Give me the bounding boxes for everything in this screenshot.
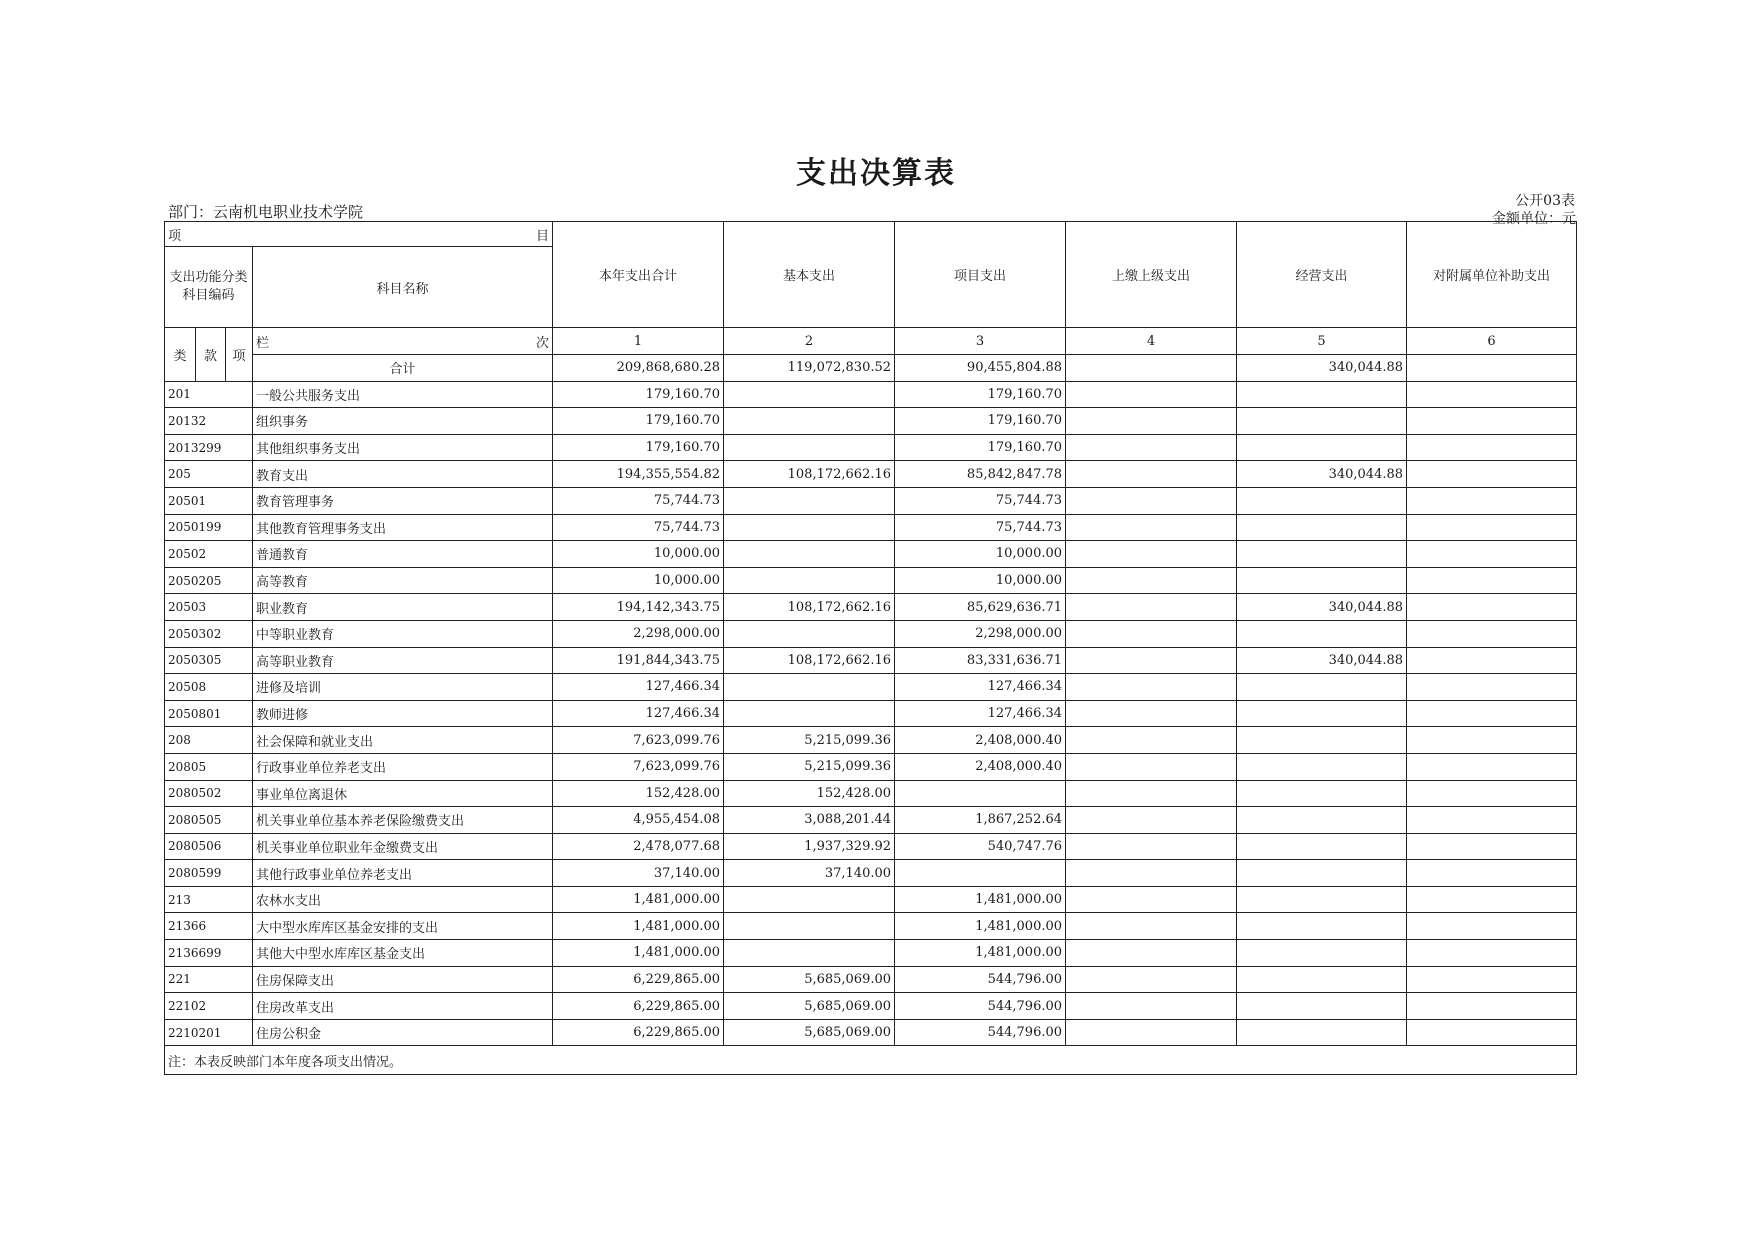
- row-value-6: [1407, 700, 1577, 727]
- row-value-5: [1237, 727, 1407, 754]
- table-row: [165, 594, 1577, 621]
- row-value-6: [1407, 647, 1577, 674]
- row-name: 行政事业单位养老支出: [253, 753, 553, 780]
- table-row: [165, 780, 1577, 807]
- total-value-6: [1407, 355, 1577, 382]
- table-row: [165, 461, 1577, 488]
- table-row: [165, 408, 1577, 435]
- row-name: 高等教育: [253, 567, 553, 594]
- row-name: 一般公共服务支出: [253, 381, 553, 408]
- table-row: [165, 1019, 1577, 1046]
- row-value-3: 10,000.00: [895, 567, 1066, 594]
- row-value-1: 179,160.70: [553, 381, 724, 408]
- col-num-4: 4: [1066, 328, 1237, 355]
- row-value-3: 179,160.70: [895, 408, 1066, 435]
- table-row: [165, 727, 1577, 754]
- row-value-6: [1407, 1019, 1577, 1046]
- row-value-1: 7,623,099.76: [553, 753, 724, 780]
- row-value-3: 544,796.00: [895, 993, 1066, 1020]
- header-lan: 栏: [256, 335, 270, 351]
- row-code: 2050199: [165, 514, 253, 541]
- row-value-5: [1237, 966, 1407, 993]
- row-value-1: 1,481,000.00: [553, 886, 724, 913]
- row-value-6: [1407, 966, 1577, 993]
- row-code: 2050302: [165, 620, 253, 647]
- row-code: 2050801: [165, 700, 253, 727]
- amount-unit: 金额单位：元: [1492, 211, 1576, 227]
- row-value-5: 340,044.88: [1237, 461, 1407, 488]
- row-value-2: [724, 620, 895, 647]
- row-value-1: 2,298,000.00: [553, 620, 724, 647]
- table-row: [165, 567, 1577, 594]
- row-value-2: [724, 940, 895, 967]
- row-value-5: [1237, 567, 1407, 594]
- row-value-2: 3,088,201.44: [724, 807, 895, 834]
- row-value-4: [1066, 807, 1237, 834]
- row-value-6: [1407, 514, 1577, 541]
- col-num-3: 3: [895, 328, 1066, 355]
- table-row: [165, 807, 1577, 834]
- row-value-4: [1066, 487, 1237, 514]
- row-value-1: 75,744.73: [553, 487, 724, 514]
- row-code: 20501: [165, 487, 253, 514]
- col-header-5: 经营支出: [1237, 222, 1407, 328]
- table-row: [165, 434, 1577, 461]
- table-row: [165, 833, 1577, 860]
- row-value-6: [1407, 886, 1577, 913]
- row-value-4: [1066, 780, 1237, 807]
- row-name: 机关事业单位基本养老保险缴费支出: [253, 807, 553, 834]
- col-header-6: 对附属单位补助支出: [1407, 222, 1577, 328]
- row-name: 普通教育: [253, 541, 553, 568]
- row-value-3: 2,408,000.40: [895, 727, 1066, 754]
- row-value-6: [1407, 860, 1577, 887]
- row-value-4: [1066, 620, 1237, 647]
- row-value-1: 6,229,865.00: [553, 966, 724, 993]
- header-code-label: 支出功能分类科目编码: [165, 247, 253, 328]
- row-value-4: [1066, 381, 1237, 408]
- row-value-3: 1,481,000.00: [895, 913, 1066, 940]
- table-row: [165, 541, 1577, 568]
- row-value-2: 5,685,069.00: [724, 993, 895, 1020]
- row-value-3: 83,331,636.71: [895, 647, 1066, 674]
- table-row: [165, 647, 1577, 674]
- table-row: [165, 381, 1577, 408]
- row-value-5: [1237, 700, 1407, 727]
- row-value-4: [1066, 860, 1237, 887]
- total-value-1: 209,868,680.28: [553, 355, 724, 382]
- row-value-3: 1,481,000.00: [895, 940, 1066, 967]
- row-code: 2080506: [165, 833, 253, 860]
- row-value-4: [1066, 541, 1237, 568]
- row-value-2: 37,140.00: [724, 860, 895, 887]
- row-value-4: [1066, 408, 1237, 435]
- row-code: 213: [165, 886, 253, 913]
- row-value-6: [1407, 487, 1577, 514]
- row-value-6: [1407, 408, 1577, 435]
- row-value-5: 340,044.88: [1237, 594, 1407, 621]
- row-value-1: 127,466.34: [553, 674, 724, 701]
- row-name: 社会保障和就业支出: [253, 727, 553, 754]
- row-value-6: [1407, 753, 1577, 780]
- row-value-3: 127,466.34: [895, 700, 1066, 727]
- row-value-2: [724, 408, 895, 435]
- col-num-6: 6: [1407, 328, 1577, 355]
- row-name: 大中型水库库区基金安排的支出: [253, 913, 553, 940]
- row-value-4: [1066, 913, 1237, 940]
- row-code: 20503: [165, 594, 253, 621]
- row-value-4: [1066, 674, 1237, 701]
- row-value-1: 127,466.34: [553, 700, 724, 727]
- row-name: 住房改革支出: [253, 993, 553, 1020]
- total-row: [165, 355, 1577, 382]
- row-value-4: [1066, 514, 1237, 541]
- row-value-2: [724, 674, 895, 701]
- row-value-5: [1237, 541, 1407, 568]
- row-value-3: 1,481,000.00: [895, 886, 1066, 913]
- row-value-3: 75,744.73: [895, 514, 1066, 541]
- header-name-label: 科目名称: [253, 247, 553, 328]
- row-name: 进修及培训: [253, 674, 553, 701]
- table-row: [165, 940, 1577, 967]
- row-name: 住房公积金: [253, 1019, 553, 1046]
- row-value-1: 7,623,099.76: [553, 727, 724, 754]
- col-header-4: 上缴上级支出: [1066, 222, 1237, 328]
- row-value-3: 1,867,252.64: [895, 807, 1066, 834]
- row-value-5: [1237, 487, 1407, 514]
- row-value-5: [1237, 1019, 1407, 1046]
- row-value-1: 179,160.70: [553, 408, 724, 435]
- row-value-6: [1407, 913, 1577, 940]
- row-value-6: [1407, 434, 1577, 461]
- row-value-6: [1407, 940, 1577, 967]
- table-row: [165, 966, 1577, 993]
- col-header-2: 基本支出: [724, 222, 895, 328]
- row-value-1: 6,229,865.00: [553, 1019, 724, 1046]
- row-value-3: 2,298,000.00: [895, 620, 1066, 647]
- row-value-1: 194,142,343.75: [553, 594, 724, 621]
- row-value-2: [724, 886, 895, 913]
- row-value-4: [1066, 727, 1237, 754]
- row-code: 20805: [165, 753, 253, 780]
- row-value-6: [1407, 674, 1577, 701]
- row-value-4: [1066, 1019, 1237, 1046]
- total-label: 合计: [253, 355, 553, 382]
- table-row: [165, 674, 1577, 701]
- row-name: 教育支出: [253, 461, 553, 488]
- row-name: 其他大中型水库库区基金支出: [253, 940, 553, 967]
- row-value-2: 108,172,662.16: [724, 461, 895, 488]
- table-row: [165, 487, 1577, 514]
- col-num-1: 1: [553, 328, 724, 355]
- row-name: 其他行政事业单位养老支出: [253, 860, 553, 887]
- row-code: 2136699: [165, 940, 253, 967]
- row-value-1: 10,000.00: [553, 567, 724, 594]
- row-name: 中等职业教育: [253, 620, 553, 647]
- table-row: [165, 913, 1577, 940]
- row-value-3: 544,796.00: [895, 966, 1066, 993]
- table-body: [165, 381, 1577, 1046]
- row-value-5: [1237, 993, 1407, 1020]
- total-value-4: [1066, 355, 1237, 382]
- row-code: 2013299: [165, 434, 253, 461]
- row-value-5: [1237, 886, 1407, 913]
- row-value-1: 2,478,077.68: [553, 833, 724, 860]
- row-value-5: [1237, 674, 1407, 701]
- row-value-2: [724, 487, 895, 514]
- row-value-3: [895, 860, 1066, 887]
- row-value-1: 1,481,000.00: [553, 940, 724, 967]
- row-value-1: 75,744.73: [553, 514, 724, 541]
- form-number: 公开03表: [1515, 193, 1575, 209]
- row-value-3: 127,466.34: [895, 674, 1066, 701]
- table-row: [165, 993, 1577, 1020]
- row-value-2: 108,172,662.16: [724, 647, 895, 674]
- row-value-2: [724, 541, 895, 568]
- row-value-5: [1237, 434, 1407, 461]
- expenditure-table: [164, 221, 1577, 1075]
- row-value-3: 179,160.70: [895, 434, 1066, 461]
- row-value-5: [1237, 940, 1407, 967]
- row-value-3: 540,747.76: [895, 833, 1066, 860]
- row-name: 教育管理事务: [253, 487, 553, 514]
- header-xiangmu: [165, 222, 553, 247]
- row-value-6: [1407, 993, 1577, 1020]
- row-value-2: 1,937,329.92: [724, 833, 895, 860]
- col-header-3: 项目支出: [895, 222, 1066, 328]
- row-value-4: [1066, 461, 1237, 488]
- row-value-4: [1066, 886, 1237, 913]
- row-value-6: [1407, 541, 1577, 568]
- row-value-4: [1066, 833, 1237, 860]
- department-label: 部门：云南机电职业技术学院: [168, 203, 364, 221]
- row-value-4: [1066, 700, 1237, 727]
- row-code: 2210201: [165, 1019, 253, 1046]
- row-value-6: [1407, 780, 1577, 807]
- header-xiang2: 项: [226, 328, 253, 382]
- row-value-5: [1237, 807, 1407, 834]
- row-name: 其他教育管理事务支出: [253, 514, 553, 541]
- row-value-1: 152,428.00: [553, 780, 724, 807]
- row-value-6: [1407, 594, 1577, 621]
- row-value-6: [1407, 381, 1577, 408]
- row-code: 20508: [165, 674, 253, 701]
- row-value-1: 1,481,000.00: [553, 913, 724, 940]
- row-value-5: [1237, 780, 1407, 807]
- row-code: 2080599: [165, 860, 253, 887]
- header-xiang: 项: [168, 228, 182, 244]
- row-value-2: [724, 913, 895, 940]
- row-value-4: [1066, 966, 1237, 993]
- row-code: 221: [165, 966, 253, 993]
- row-value-2: 108,172,662.16: [724, 594, 895, 621]
- row-value-5: [1237, 381, 1407, 408]
- row-value-1: 10,000.00: [553, 541, 724, 568]
- total-value-5: 340,044.88: [1237, 355, 1407, 382]
- row-value-1: 4,955,454.08: [553, 807, 724, 834]
- row-value-6: [1407, 807, 1577, 834]
- row-value-3: 2,408,000.40: [895, 753, 1066, 780]
- table-row: [165, 514, 1577, 541]
- row-name: 事业单位离退休: [253, 780, 553, 807]
- row-value-2: 5,215,099.36: [724, 727, 895, 754]
- row-code: 2050205: [165, 567, 253, 594]
- row-value-1: 194,355,554.82: [553, 461, 724, 488]
- row-value-2: [724, 434, 895, 461]
- table-row: [165, 753, 1577, 780]
- row-value-6: [1407, 461, 1577, 488]
- row-value-2: 5,215,099.36: [724, 753, 895, 780]
- row-code: 22102: [165, 993, 253, 1020]
- row-value-2: [724, 381, 895, 408]
- header-lanci: [253, 328, 553, 355]
- row-code: 2050305: [165, 647, 253, 674]
- row-code: 20502: [165, 541, 253, 568]
- total-value-3: 90,455,804.88: [895, 355, 1066, 382]
- row-name: 机关事业单位职业年金缴费支出: [253, 833, 553, 860]
- col-num-2: 2: [724, 328, 895, 355]
- row-value-3: [895, 780, 1066, 807]
- row-code: 20132: [165, 408, 253, 435]
- row-code: 208: [165, 727, 253, 754]
- row-name: 其他组织事务支出: [253, 434, 553, 461]
- table-row: [165, 620, 1577, 647]
- row-value-6: [1407, 620, 1577, 647]
- row-value-4: [1066, 647, 1237, 674]
- row-value-3: 544,796.00: [895, 1019, 1066, 1046]
- header-mu: 目: [536, 228, 550, 244]
- header-kuan: 款: [196, 328, 226, 382]
- row-value-4: [1066, 940, 1237, 967]
- row-value-1: 179,160.70: [553, 434, 724, 461]
- row-value-2: 152,428.00: [724, 780, 895, 807]
- row-value-1: 191,844,343.75: [553, 647, 724, 674]
- row-value-2: [724, 700, 895, 727]
- row-value-2: [724, 567, 895, 594]
- row-value-5: [1237, 620, 1407, 647]
- row-value-6: [1407, 727, 1577, 754]
- row-value-5: [1237, 408, 1407, 435]
- row-code: 21366: [165, 913, 253, 940]
- table-row: [165, 860, 1577, 887]
- row-name: 组织事务: [253, 408, 553, 435]
- table-row: [165, 700, 1577, 727]
- row-value-3: 85,629,636.71: [895, 594, 1066, 621]
- row-name: 职业教育: [253, 594, 553, 621]
- row-value-4: [1066, 434, 1237, 461]
- row-value-4: [1066, 567, 1237, 594]
- table-note: 注：本表反映部门本年度各项支出情况。: [165, 1046, 1577, 1075]
- row-code: 2080502: [165, 780, 253, 807]
- row-value-5: 340,044.88: [1237, 647, 1407, 674]
- col-header-1: 本年支出合计: [553, 222, 724, 328]
- row-value-2: [724, 514, 895, 541]
- row-value-5: [1237, 514, 1407, 541]
- row-value-1: 6,229,865.00: [553, 993, 724, 1020]
- row-name: 高等职业教育: [253, 647, 553, 674]
- row-value-5: [1237, 753, 1407, 780]
- row-value-3: 85,842,847.78: [895, 461, 1066, 488]
- row-value-1: 37,140.00: [553, 860, 724, 887]
- row-name: 住房保障支出: [253, 966, 553, 993]
- row-value-2: 5,685,069.00: [724, 966, 895, 993]
- row-value-3: 75,744.73: [895, 487, 1066, 514]
- row-code: 2080505: [165, 807, 253, 834]
- header-lei: 类: [165, 328, 196, 382]
- total-value-2: 119,072,830.52: [724, 355, 895, 382]
- row-value-4: [1066, 594, 1237, 621]
- row-value-5: [1237, 860, 1407, 887]
- row-value-3: 179,160.70: [895, 381, 1066, 408]
- row-value-3: 10,000.00: [895, 541, 1066, 568]
- row-value-4: [1066, 753, 1237, 780]
- table-row: [165, 886, 1577, 913]
- row-name: 教师进修: [253, 700, 553, 727]
- row-value-5: [1237, 833, 1407, 860]
- col-num-5: 5: [1237, 328, 1407, 355]
- row-name: 农林水支出: [253, 886, 553, 913]
- row-value-5: [1237, 913, 1407, 940]
- header-ci: 次: [536, 335, 550, 351]
- row-value-6: [1407, 567, 1577, 594]
- row-code: 205: [165, 461, 253, 488]
- row-value-4: [1066, 993, 1237, 1020]
- row-value-6: [1407, 833, 1577, 860]
- page-title: 支出决算表: [796, 156, 956, 191]
- row-code: 201: [165, 381, 253, 408]
- row-value-2: 5,685,069.00: [724, 1019, 895, 1046]
